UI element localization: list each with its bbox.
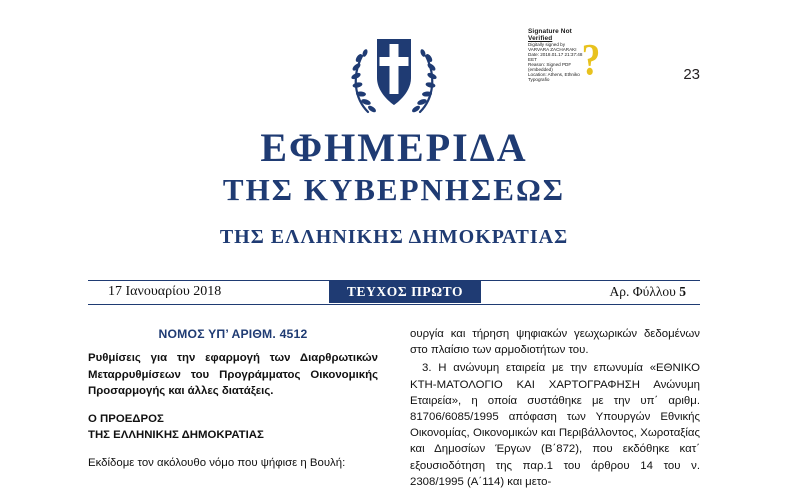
signature-detail-line: VARVARA ZACHARAKI bbox=[528, 46, 577, 52]
issue-type-badge: ΤΕΥΧΟΣ ΠΡΩΤΟ bbox=[329, 280, 481, 303]
sheet-number-value: 5 bbox=[679, 284, 686, 299]
signature-question-mark-icon: ? bbox=[581, 35, 601, 84]
masthead bbox=[0, 126, 788, 249]
signature-detail-line: EET bbox=[528, 56, 537, 62]
president-heading-line2: ΤΗΣ ΕΛΛΗΝΙΚΗΣ ΔΗΜΟΚΡΑΤΙΑΣ bbox=[88, 429, 264, 442]
signature-detail-line: Location: Athens, Ethniko bbox=[528, 71, 580, 77]
law-title: ΝΟΜΟΣ ΥΠ’ ΑΡΙΘΜ. 4512 bbox=[158, 327, 308, 341]
signature-detail-line: Date: 2018.01.17 21:37:48 bbox=[528, 51, 583, 57]
right-column bbox=[410, 326, 700, 492]
sheet-number-label bbox=[610, 284, 686, 300]
signature-detail-line: Digitally signed by bbox=[528, 42, 566, 48]
page-number: 23 bbox=[683, 66, 700, 83]
paragraph-3: 3. Η ανώνυμη εταιρεία με την επωνυμία «ΕΘΝΙΚΟ ΚΤΗ-ΜΑΤΟΛΟΓΙΟ ΚΑΙ ΧΑΡΤΟΓΡΑΦΗΣΗ Ανώνυμη Εταιρεία», η οποία συστάθηκε με την υπ΄ αριθμ. 81706/6085/1995 απόφαση των Υπουργών Εθνικής Οικονομίας, Οικονομικών και Περιβάλλοντος, Χωροταξίας και Δημοσίων Έργων (Β΄872), που εκδόθηκε κατ΄ εξουσιοδότηση της παρ.1 του άρθρου 14 του ν. 2308/1995 (Α΄114) και μετο- bbox=[410, 362, 700, 488]
greek-republic-emblem-icon bbox=[348, 26, 440, 122]
signature-detail-line: (embedded) bbox=[528, 66, 553, 72]
law-subtitle: Ρυθμίσεις για την εφαρμογή των Διαρθρωτικών Μεταρρυθμίσεων του Προγράμματος Οικονομικής Προσαρμογής και άλλες διατάξεις. bbox=[88, 352, 378, 398]
left-column bbox=[88, 326, 378, 473]
masthead-title-line2: ΤΗΣ ΚΥΒΕΡΝΗΣΕΩΣ bbox=[222, 172, 566, 208]
issue-bar-bottom-rule bbox=[88, 304, 700, 305]
two-column-body bbox=[88, 326, 700, 488]
signature-detail-line: Reason: Signed PDF bbox=[528, 61, 572, 67]
digital-signature-block bbox=[528, 28, 648, 100]
masthead-title-line1: ΕΦΗΜΕΡΙΔΑ bbox=[260, 125, 528, 170]
signature-status-line1: Signature Not bbox=[528, 28, 572, 35]
masthead-subtitle: ΤΗΣ ΕΛΛΗΝΙΚΗΣ ΔΗΜΟΚΡΑΤΙΑΣ bbox=[219, 225, 569, 248]
issue-bar bbox=[88, 280, 700, 304]
sheet-label-text: Αρ. Φύλλου bbox=[609, 284, 676, 299]
issuance-statement: Εκδίδομε τον ακόλουθο νόμο που ψήφισε η Βουλή: bbox=[88, 456, 346, 469]
president-heading-line1: Ο ΠΡΟΕΔΡΟΣ bbox=[88, 412, 164, 425]
signature-detail-line: Typografio bbox=[528, 76, 550, 82]
continued-paragraph: ουργία και τήρηση ψηφιακών γεωχωρικών δεδομένων στο πλαίσιο των αρμοδιοτήτων του. bbox=[410, 328, 700, 357]
signature-status-line2: Verified bbox=[528, 35, 553, 43]
president-heading bbox=[88, 411, 378, 444]
publication-date: 17 Ιανουαρίου 2018 bbox=[108, 284, 222, 299]
